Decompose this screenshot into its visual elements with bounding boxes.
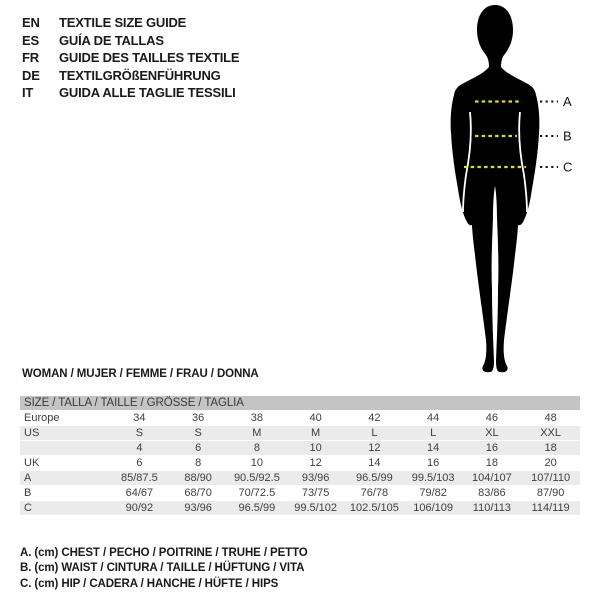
size-value: 14 <box>368 457 381 469</box>
size-value: 106/109 <box>413 502 453 514</box>
size-value: M <box>311 427 321 439</box>
size-value: 96.5/99 <box>238 502 276 514</box>
size-value: 68/70 <box>184 487 212 499</box>
silhouette-svg <box>400 0 590 380</box>
language-row <box>22 67 239 85</box>
language-guide-list <box>22 14 239 102</box>
language-code: DE <box>22 67 40 83</box>
size-value: 44 <box>427 412 440 424</box>
row-label: A <box>24 472 32 484</box>
language-code: IT <box>22 85 34 100</box>
table-row <box>20 411 580 426</box>
row-label: US <box>24 427 40 439</box>
table-row <box>20 456 580 471</box>
size-value: 4 <box>136 442 143 454</box>
language-row <box>22 49 239 67</box>
size-value: 85/87.5 <box>121 472 158 484</box>
size-value: M <box>252 427 262 439</box>
gender-heading: WOMAN / MUJER / FEMME / FRAU / DONNA <box>22 368 259 380</box>
size-value: 12 <box>309 457 322 469</box>
size-value: 38 <box>250 412 263 424</box>
table-row <box>20 486 580 501</box>
size-value: 6 <box>195 442 202 454</box>
language-title: GUÍA DE TALLAS <box>59 32 164 48</box>
size-value: S <box>135 427 144 439</box>
chest-label: A <box>563 94 572 109</box>
size-table <box>20 396 580 516</box>
size-table-header: SIZE / TALLA / TAILLE / GRÖSSE / TAGLIA <box>20 396 580 411</box>
size-value: 34 <box>133 412 146 424</box>
size-value: 87/90 <box>536 487 565 499</box>
row-label: B <box>24 487 32 499</box>
size-value: 10 <box>250 457 263 469</box>
language-row <box>22 84 239 102</box>
size-value: 18 <box>544 442 557 454</box>
language-title: GUIDE DES TAILLES TEXTILE <box>59 50 240 65</box>
table-row <box>20 501 580 516</box>
size-value: S <box>194 427 202 439</box>
language-title: GUIDA ALLE TAGLIE TESSILI <box>59 85 236 100</box>
size-value: 76/78 <box>360 487 389 499</box>
row-label: UK <box>24 457 40 469</box>
size-value: 114/119 <box>531 502 570 514</box>
table-row <box>20 426 580 441</box>
language-code: FR <box>22 50 39 65</box>
size-value: 8 <box>253 442 260 454</box>
size-value: 14 <box>427 442 440 454</box>
size-value: 70/72.5 <box>238 487 276 499</box>
language-code: EN <box>22 15 40 30</box>
size-value: 12 <box>368 442 381 454</box>
size-value: 42 <box>368 412 381 424</box>
size-value: 104/107 <box>471 472 512 484</box>
language-row <box>22 14 239 32</box>
waist-label: B <box>563 128 572 144</box>
size-value: 8 <box>195 457 202 469</box>
size-value: XXL <box>540 427 562 439</box>
language-row <box>22 32 239 50</box>
size-value: 107/110 <box>531 472 571 484</box>
size-value: 46 <box>485 412 498 424</box>
language-title: TEXTILGRÖßENFÜHRUNG <box>59 67 221 83</box>
row-label: C <box>24 502 32 514</box>
size-value: 10 <box>309 442 322 454</box>
language-code: ES <box>22 32 39 48</box>
size-value: 16 <box>485 442 498 454</box>
size-value: 93/96 <box>301 472 330 484</box>
size-value: XL <box>485 427 499 439</box>
size-value: 110/113 <box>472 502 511 514</box>
table-row <box>20 441 580 456</box>
size-value: 93/96 <box>184 502 212 514</box>
woman-silhouette-figure <box>400 0 590 380</box>
size-value: 79/82 <box>419 487 447 499</box>
size-value: 48 <box>544 412 557 424</box>
size-value: 20 <box>544 457 557 469</box>
size-value: 90.5/92.5 <box>233 472 280 484</box>
size-value: 99.5/103 <box>411 472 455 484</box>
size-value: 40 <box>309 412 322 424</box>
legend-line: B. (cm) WAIST / CINTURA / TAILLE / HÜFTUNG / VITA <box>20 562 305 575</box>
size-value: 83/86 <box>478 487 506 499</box>
hip-label: C <box>563 159 573 175</box>
size-value: L <box>430 427 437 439</box>
size-value: 36 <box>192 412 205 424</box>
size-value: 96.5/99 <box>356 472 393 484</box>
table-row <box>20 471 580 486</box>
row-label: Europe <box>24 412 60 424</box>
size-value: 18 <box>485 457 498 469</box>
size-value: 64/67 <box>125 487 154 499</box>
size-value: 90/92 <box>125 502 154 514</box>
size-value: L <box>371 427 378 439</box>
language-title: TEXTILE SIZE GUIDE <box>59 15 187 30</box>
size-table-body <box>20 411 580 516</box>
row-label <box>20 441 110 455</box>
size-value: 102.5/105 <box>349 502 399 514</box>
size-value: 16 <box>427 457 440 469</box>
size-value: 88/90 <box>184 472 212 484</box>
size-value: 99.5/102 <box>294 502 338 514</box>
size-value: 73/75 <box>301 487 330 499</box>
size-value: 6 <box>136 457 143 469</box>
measurement-legend <box>20 546 308 592</box>
legend-line: A. (cm) CHEST / PECHO / POITRINE / TRUHE / PETTO <box>20 547 308 559</box>
legend-line: C. (cm) HIP / CADERA / HANCHE / HÜFTE / HIPS <box>20 577 279 590</box>
